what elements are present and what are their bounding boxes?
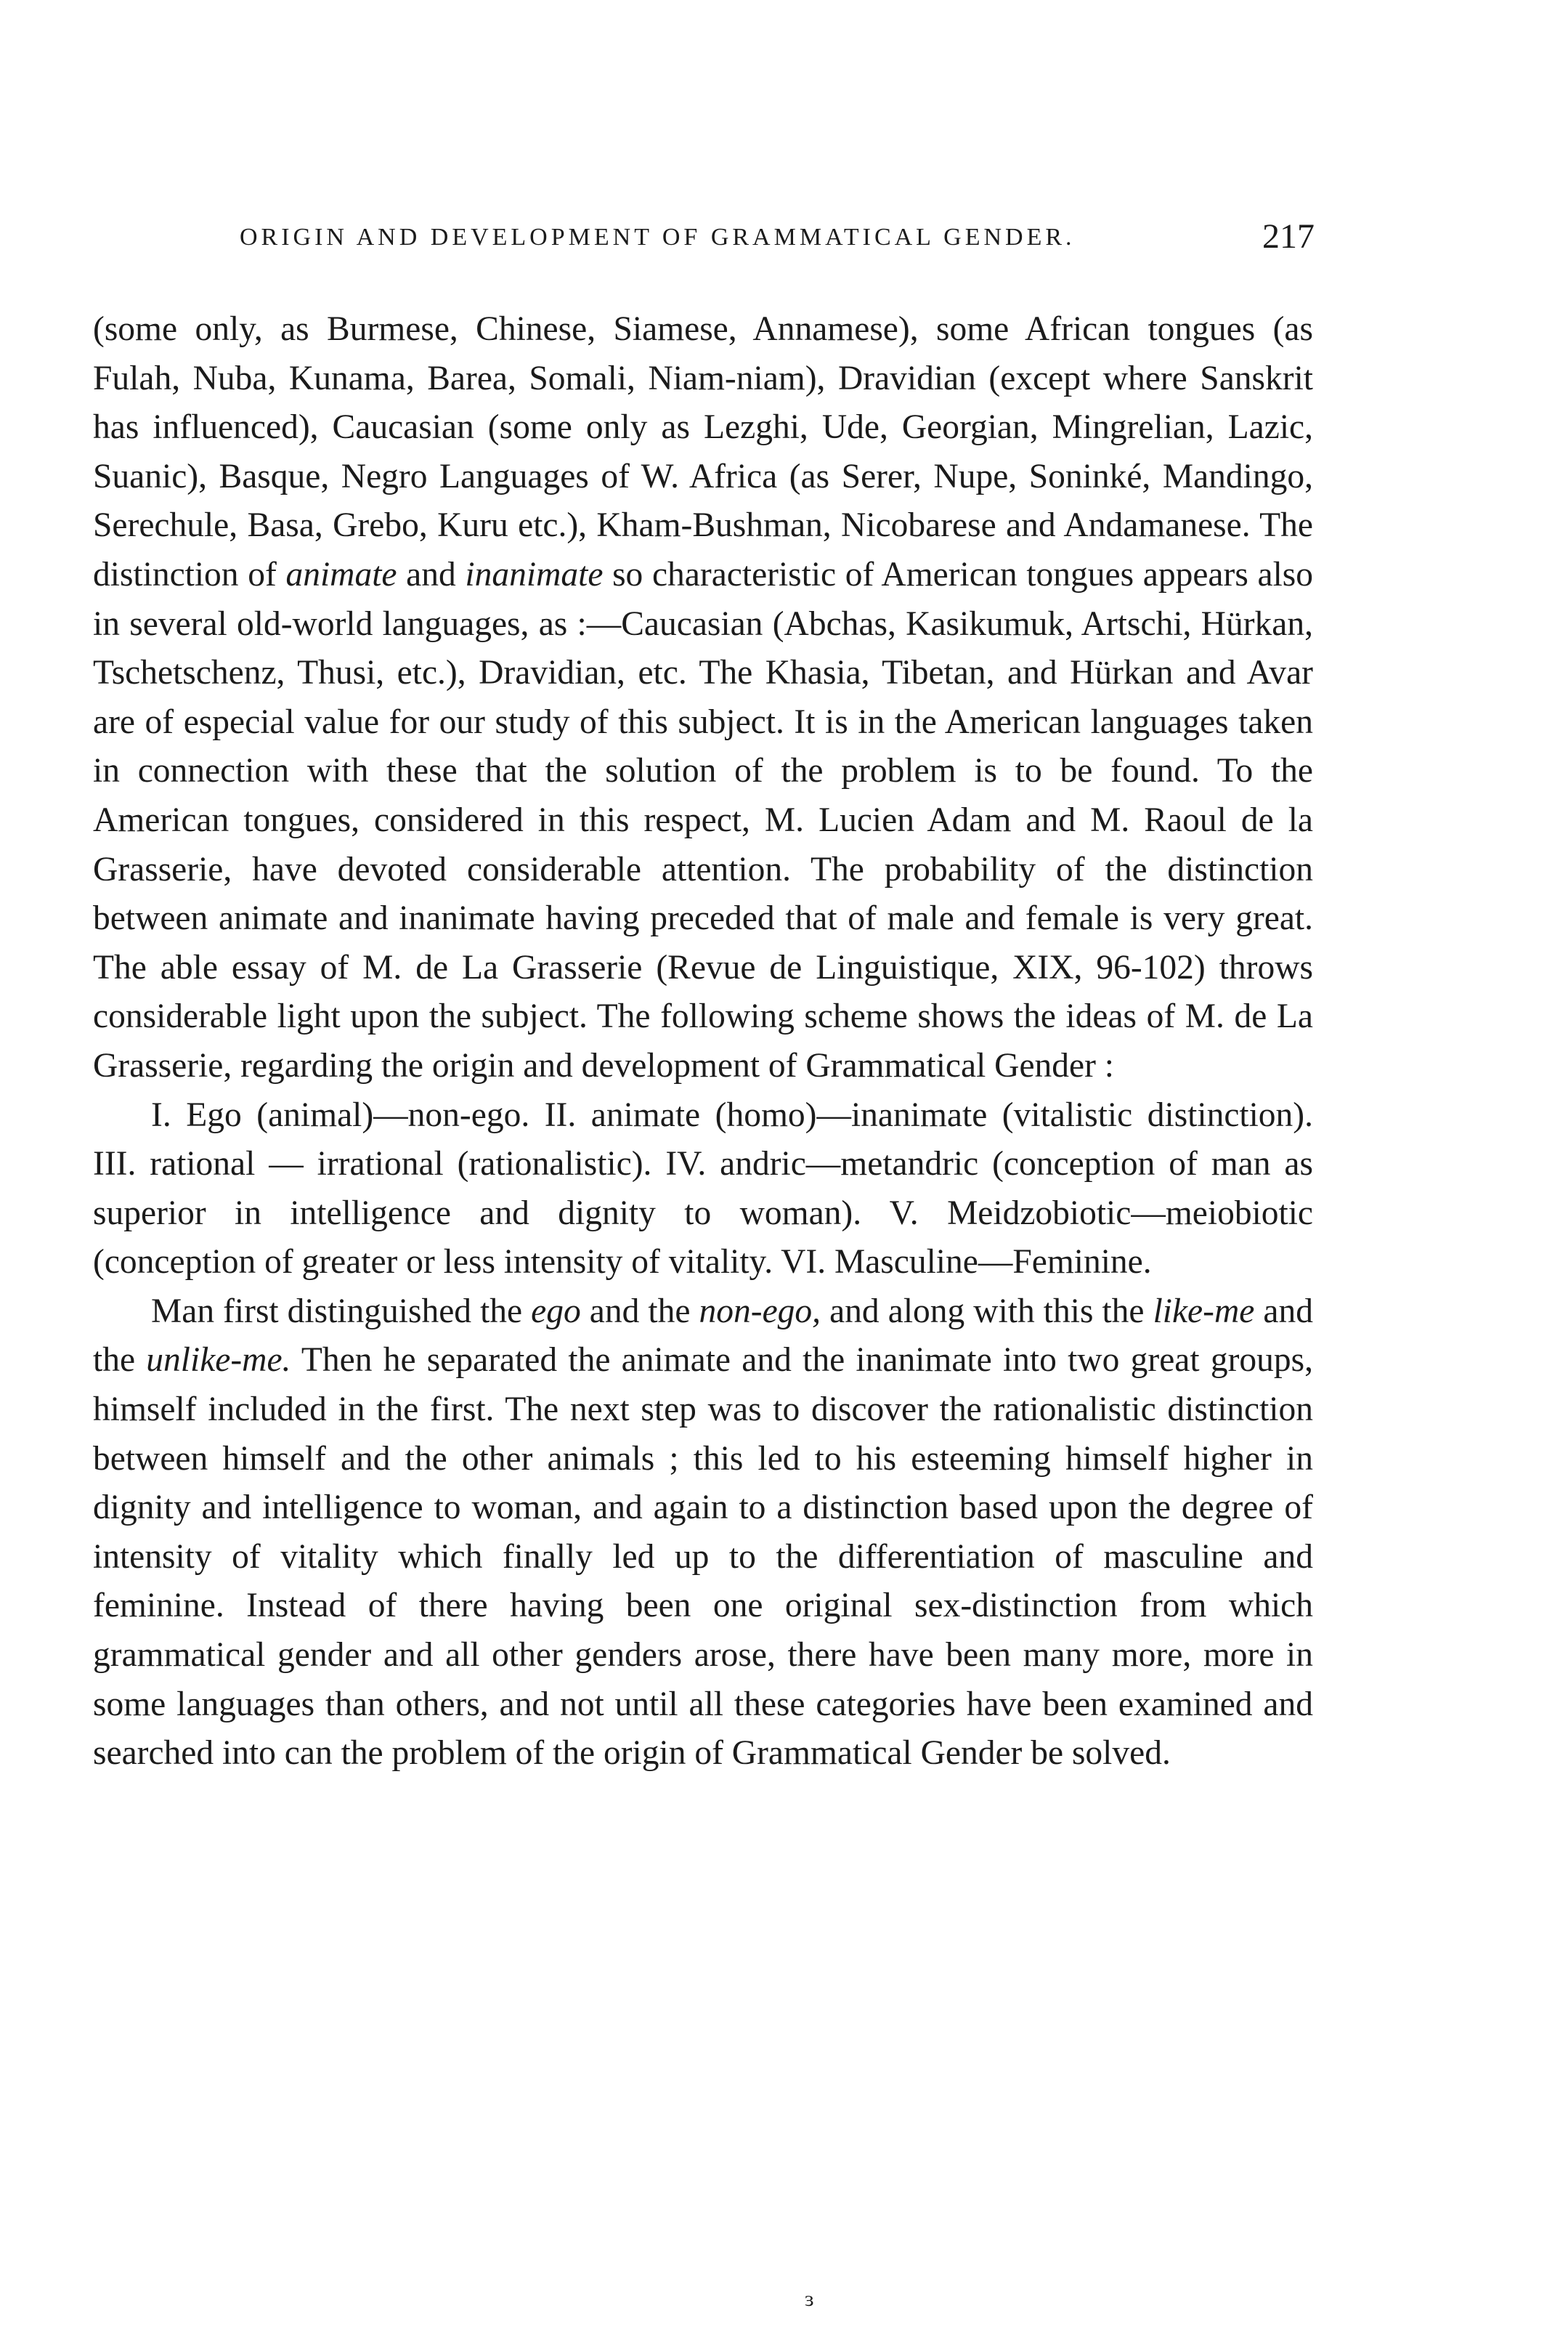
term-inanimate: inanimate [465,555,604,594]
paragraph-1-text-b: and [397,555,466,594]
term-like-me: like-me [1153,1292,1255,1330]
term-unlike-me: unlike-me. [146,1341,291,1380]
paragraph-1-text-a: (some only, as Burmese, Chinese, Siamese, Annamese), some African tongues (as Fulah, Nuba, Kunama, Barea, Somali, Niam-niam), Dravidian (except where Sanskrit has influenced), Caucasian (some only as Lezghi, Ude, Georgian, Mingrelian, Lazic, Suanic), Basque, Negro Languages of W. Africa (as Serer, Nupe, Soninké, Mandingo, Serechule, Basa, Grebo, Kuru etc.), Kham-Bushman, Nicobarese and Andamanese. The distinction of [93,310,1313,594]
page-number: 217 [1262,217,1315,256]
paragraph-3-text-b: and the [580,1292,699,1330]
signature-mark: ɜ [805,2287,814,2311]
paragraph-3 [93,1287,1313,1778]
gender-scheme-paragraph: I. Ego (animal)—non-ego. II. animate (homo)—inanimate (vitalistic distinction). III. rational — irrational (rationalistic). IV. andric—metandric (conception of man as superior in intelligence and dignity to woman). V. Meidzobiotic—meiobiotic (conception of greater or less intensity of vitality. VI. Masculine—Feminine. [93,1096,1313,1282]
term-non-ego: non-ego, [699,1292,821,1330]
paragraph-3-text-c: and along with this the [821,1292,1153,1330]
paragraph-1 [93,305,1313,1091]
paragraph-3-text-a: Man first distinguished the [151,1292,532,1330]
body-text [93,305,1313,1778]
paragraph-1-text-c: so characteristic of American tongues appears also in several old-world languages, as :—Caucasian (Abchas, Kasikumuk, Artschi, Hürkan, Tschetschenz, Thusi, etc.), Dravidian, etc. The Khasia, Tibetan, and Hürkan and Avar are of especial value for our study of this subject. It is in the American languages taken in connection with these that the solution of the problem is to be found. To the American tongues, considered in this respect, M. Lucien Adam and M. Raoul de la Grasserie, have devoted considerable attention. The probability of the distinction between animate and inanimate having preceded that of male and female is very great. The able essay of M. de La Grasserie (Revue de Linguistique, XIX, 96-102) throws considerable light upon the subject. The following scheme shows the ideas of M. de La Grasserie, regarding the origin and development of Grammatical Gender : [93,555,1314,1085]
paragraph-3-text-d: and the [93,1292,1313,1380]
term-ego: ego [531,1292,581,1330]
term-animate: animate [285,555,397,594]
paragraph-3-text-e: Then he separated the animate and the inanimate into two great groups, himself included in the first. The next step was to discover the rationalistic distinction between himself and the other animals ; this led to his esteeming himself higher in dignity and intelligence to woman, and again to a distinction based upon the degree of intensity of vitality which finally led up to the differentiation of masculine and feminine. Instead of there having been one original sex-distinction from which grammatical gender and all other genders arose, there have been many more, more in some languages than others, and not until all these categories have been examined and searched into can the problem of the origin of Grammatical Gender be solved. [93,1341,1313,1773]
page-header [240,216,1315,267]
running-head: ORIGIN AND DEVELOPMENT OF GRAMMATICAL GENDER. [240,224,1076,251]
